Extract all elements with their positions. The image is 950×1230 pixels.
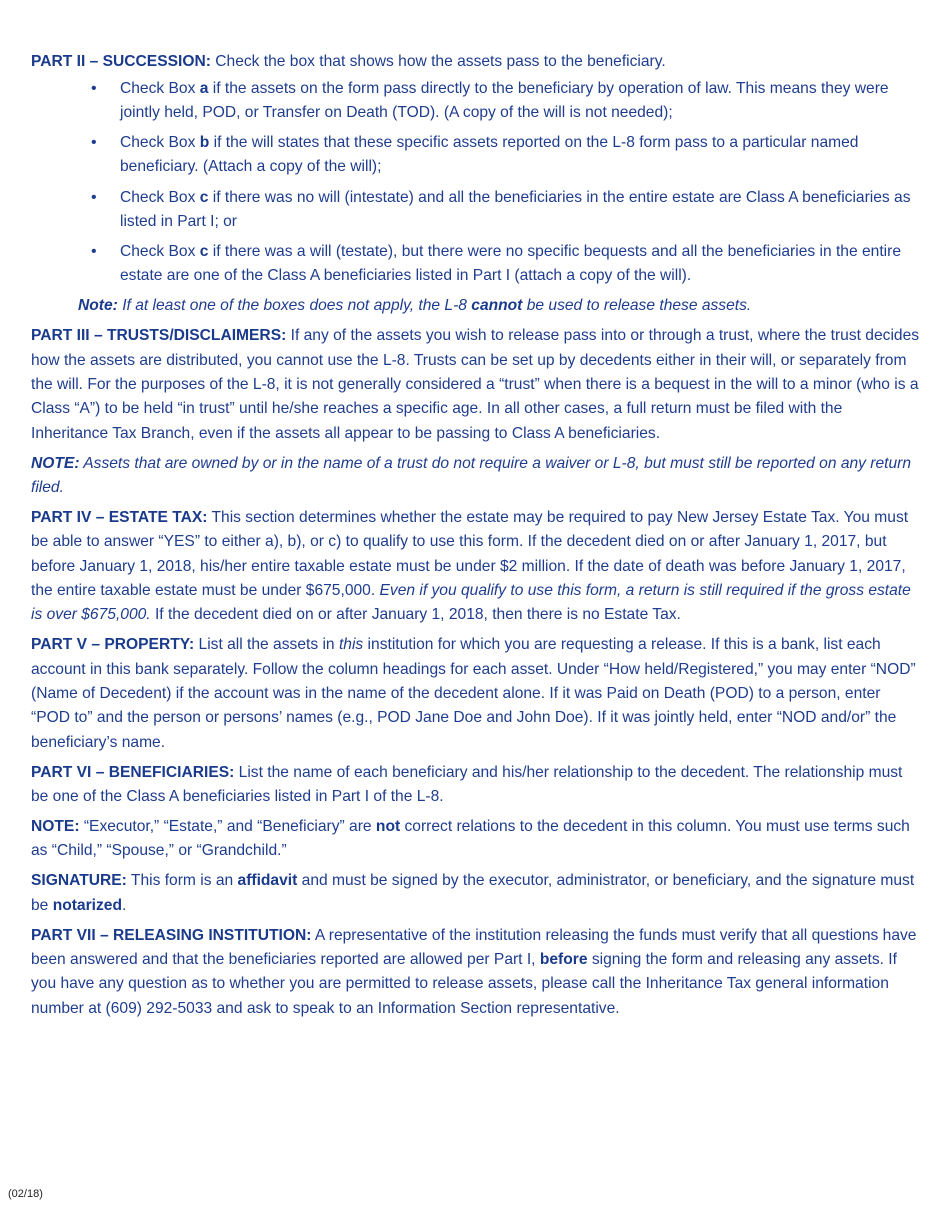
bullet-letter: c: [199, 242, 209, 260]
part6-note-label: NOTE:: [31, 818, 80, 836]
signature-heading: SIGNATURE:: [31, 872, 127, 890]
signature-text-mid: and must be signed by the executor, administrator, or beneficiary, and the signature must be: [31, 872, 915, 914]
bullet-prefix: Check Box: [120, 242, 200, 260]
part6-note-text: “Executor,” “Estate,” and “Beneficiary” are: [79, 818, 376, 836]
bullet-prefix: Check Box: [120, 134, 200, 152]
part3-note: [31, 452, 923, 501]
part5-heading: PART V – PROPERTY:: [31, 636, 195, 654]
part7-text: A representative of the institution releasing the funds must verify that all questions have been answered and that the beneficiaries reported are allowed per Part I,: [31, 926, 917, 969]
part7-paragraph: [31, 924, 923, 1021]
part6-text: List the name of each beneficiary and his/her relationship to the decedent. The relationship must be one of the Class A beneficiaries listed in Part I of the L-8.: [31, 763, 903, 805]
part4-heading: PART IV – ESTATE TAX:: [31, 509, 208, 527]
part3-heading: PART III – TRUSTS/DISCLAIMERS:: [31, 327, 287, 345]
part6-heading: PART VI – BENEFICIARIES:: [31, 763, 235, 781]
bullet-letter: c: [199, 188, 209, 206]
part5-italic-text: this: [338, 636, 364, 654]
bullet-letter: b: [199, 134, 210, 152]
part5-text: List all the assets in: [194, 636, 339, 654]
part4-text-end: If the decedent died on or after January 1, 2018, then there is no Estate Tax.: [150, 606, 681, 624]
part2-note: [31, 294, 923, 318]
part3-paragraph: [31, 324, 923, 445]
instructions-page: [31, 50, 923, 1027]
part3-text: If any of the assets you wish to release pass into or through a trust, where the trust decides how the assets are distributed, you cannot use the L-8. Trusts can be set up by decedents either in their will, or separately from the will. For the purposes of the L-8, it is not generally considered a “trust” when there is a bequest in the will to a minor (who is a Class “A”) to be held “in trust” until he/she reaches a specific age. In all other cases, a full return must be filed with the Inheritance Tax Branch, even if the assets all appear to be passing to Class A beneficiaries.: [31, 327, 920, 442]
bullet-text: if the will states that these specific assets reported on the L-8 form pass to a particular named beneficiary. (Attach a copy of the will);: [120, 134, 859, 176]
part2-heading: PART II – SUCCESSION:: [31, 53, 211, 70]
part2-bullet-a: [31, 77, 923, 126]
part4-paragraph: [31, 506, 923, 627]
part2-note-text-end: be used to release these assets.: [522, 297, 752, 315]
part2-note-text: If at least one of the boxes does not apply, the L-8: [117, 297, 472, 315]
part6-paragraph: [31, 761, 923, 810]
part2-bullet-b: [31, 131, 923, 180]
part7-text-end: signing the form and releasing any assets. If you have any question as to whether you are permitted to release assets, please call the Inheritance Tax general information number at (609) 292-5033 and ask to speak to an Information Section representative.: [31, 951, 897, 1017]
part6-note: [31, 815, 923, 864]
part2-bullet-list: [31, 77, 923, 289]
part7-heading: PART VII – RELEASING INSTITUTION:: [31, 926, 312, 944]
part2-intro: Check the box that shows how the assets pass to the beneficiary.: [210, 53, 666, 70]
signature-affidavit: affidavit: [237, 872, 298, 890]
part3-note-text: Assets that are owned by or in the name of a trust do not require a waiver or L-8, but must still be reported on any return filed.: [31, 454, 912, 497]
bullet-letter: a: [199, 79, 209, 97]
part4-text: This section determines whether the estate may be required to pay New Jersey Estate Tax. You must be able to answer “YES” to either a), b), or c) to qualify to use this form. If the decedent died on or after January 1, 2017, but before January 1, 2018, his/her entire taxable estate must be under $2 million. If the date of death was before January 1, 2017, the entire taxable estate must be under $675,000.: [31, 509, 909, 600]
bullet-text: if there was no will (intestate) and all the beneficiaries in the entire estate are Class A beneficiaries as listed in Part I; or: [120, 188, 911, 230]
part7-before: before: [539, 951, 588, 969]
part2-bullet-c-intestate: [31, 186, 923, 235]
signature-text: This form is an: [126, 872, 238, 890]
part6-note-text-end: correct relations to the decedent in this column. You must use terms such as “Child,” “Spouse,” or “Grandchild.”: [31, 818, 910, 860]
signature-notarized: notarized: [52, 896, 122, 914]
bullet-prefix: Check Box: [120, 79, 200, 97]
bullet-text: if there was a will (testate), but there were no specific bequests and all the beneficiaries in the entire estate are one of the Class A beneficiaries listed in Part I (attach a copy of the will).: [120, 242, 901, 285]
signature-text-end: .: [122, 896, 127, 914]
form-revision-date: (02/18): [8, 1188, 43, 1200]
part4-italic-text: Even if you qualify to use this form, a return is still required if the gross estate is over $675,000.: [31, 582, 911, 624]
bullet-text: if the assets on the form pass directly to the beneficiary by operation of law. This means they were jointly held, POD, or Transfer on Death (TOD). (A copy of the will is not needed);: [120, 79, 889, 122]
part2-note-label: Note:: [78, 297, 118, 315]
signature-paragraph: [31, 869, 923, 918]
part6-note-emphasis: not: [375, 818, 401, 836]
part2-bullet-c-testate: [31, 240, 923, 289]
part3-note-label: NOTE:: [31, 454, 80, 472]
part5-text-end: institution for which you are requesting a release. If this is a bank, list each account in this bank separately. Follow the column headings for each asset. Under “How held/Registered,” you may enter “NOD” (Name of Decedent) if the account was in the name of the decedent alone. If it was Paid on Death (POD) to a person, enter “POD to” and the person or persons’ names (e.g., POD Jane Doe and John Doe). If it was jointly held, enter “NOD and/or” the beneficiary’s name.: [31, 636, 916, 751]
part2-note-emphasis: cannot: [471, 297, 523, 315]
part5-paragraph: [31, 633, 923, 754]
bullet-prefix: Check Box: [120, 188, 200, 206]
part2-paragraph: [31, 50, 923, 74]
